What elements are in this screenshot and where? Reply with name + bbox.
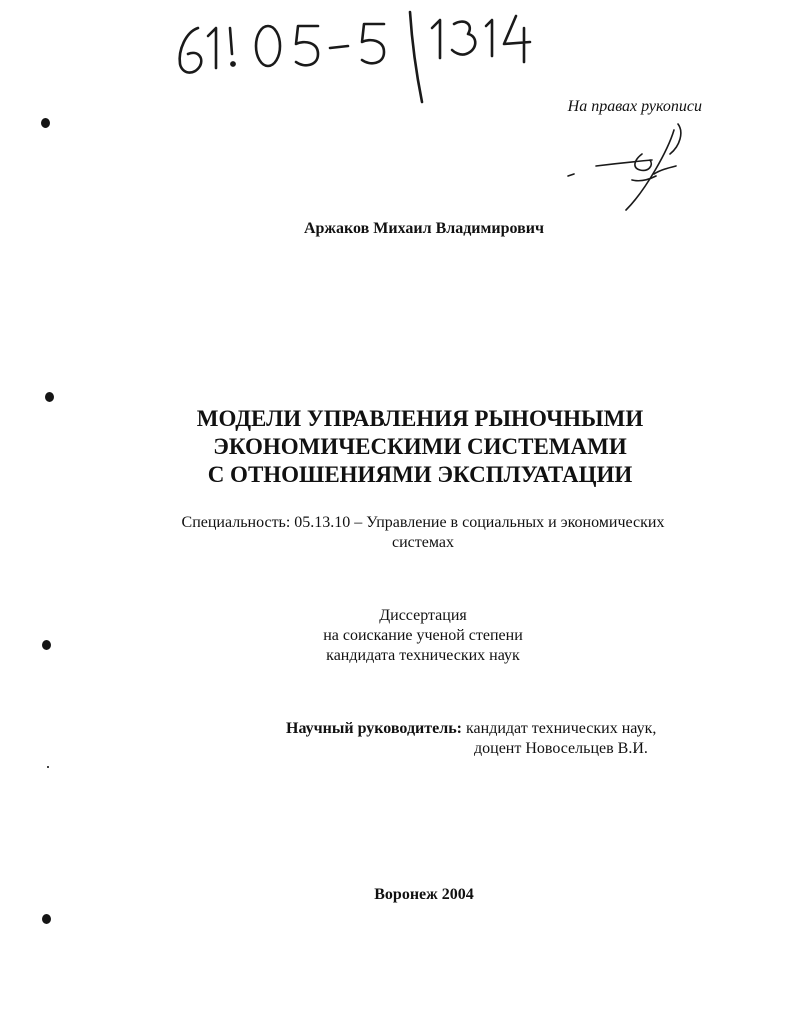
degree-line: на соискание ученой степени: [323, 627, 523, 644]
supervisor-name: доцент Новосельцев В.И.: [474, 740, 648, 757]
title-line: С ОТНОШЕНИЯМИ ЭКСПЛУАТАЦИИ: [207, 462, 633, 487]
title-line: ЭКОНОМИЧЕСКИМИ СИСТЕМАМИ: [213, 434, 627, 459]
punch-hole-mark: [41, 118, 50, 128]
supervisor-degree: кандидат технических наук,: [466, 720, 657, 737]
dissertation-title: [0, 405, 794, 489]
degree-line: Диссертация: [379, 607, 467, 624]
city-year: Воронеж 2004: [374, 886, 474, 903]
specialty-line: системах: [392, 534, 454, 551]
handwritten-archive-code: [172, 6, 552, 106]
punch-hole-mark: [45, 392, 54, 402]
rights-note: На правах рукописи: [567, 98, 702, 115]
scan-speck: [47, 766, 49, 768]
title-line: МОДЕЛИ УПРАВЛЕНИЯ РЫНОЧНЫМИ: [196, 406, 644, 431]
supervisor-label: Научный руководитель:: [286, 720, 462, 737]
punch-hole-mark: [42, 640, 51, 650]
handwritten-signature: [560, 120, 690, 212]
dissertation-degree: [0, 606, 794, 666]
author-name: Аржаков Михаил Владимирович: [303, 220, 545, 237]
degree-line: кандидата технических наук: [326, 647, 520, 664]
punch-hole-mark: [42, 914, 51, 924]
specialty: [0, 513, 794, 553]
scientific-supervisor: [286, 719, 656, 759]
specialty-line: Специальность: 05.13.10 – Управление в социальных и экономических: [181, 514, 665, 531]
